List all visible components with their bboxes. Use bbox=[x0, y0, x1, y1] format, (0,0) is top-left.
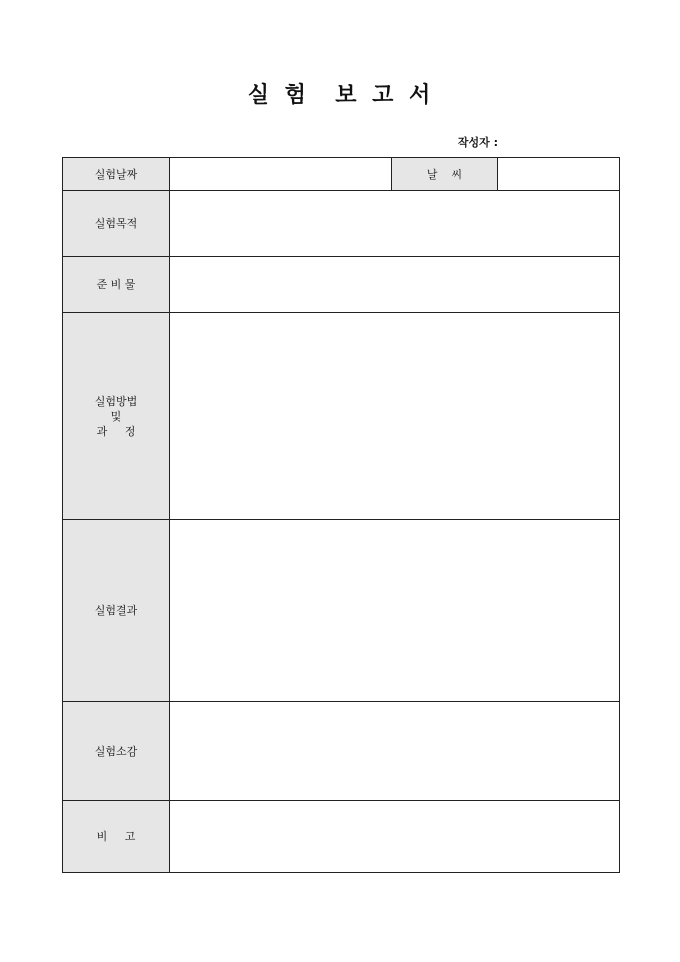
row-impression bbox=[63, 702, 620, 801]
materials-label: 준 비 물 bbox=[63, 257, 170, 313]
notes-field[interactable] bbox=[170, 801, 620, 873]
date-field[interactable] bbox=[170, 158, 392, 191]
method-label-line-3: 과 정 bbox=[96, 424, 136, 438]
notes-label: 비 고 bbox=[63, 801, 170, 873]
weather-label: 날 씨 bbox=[392, 158, 498, 191]
author-label: 작성자 : bbox=[457, 136, 498, 149]
purpose-field[interactable] bbox=[170, 191, 620, 257]
row-purpose bbox=[63, 191, 620, 257]
impression-label: 실험소감 bbox=[63, 702, 170, 801]
result-field[interactable] bbox=[170, 520, 620, 702]
row-notes bbox=[63, 801, 620, 873]
weather-field[interactable] bbox=[498, 158, 620, 191]
date-label: 실험날짜 bbox=[63, 158, 170, 191]
result-label: 실험결과 bbox=[63, 520, 170, 702]
method-field[interactable] bbox=[170, 313, 620, 520]
method-label-line-1: 실험방법 bbox=[94, 394, 138, 408]
materials-field[interactable] bbox=[170, 257, 620, 313]
row-date bbox=[63, 158, 620, 191]
purpose-label: 실험목적 bbox=[63, 191, 170, 257]
row-method bbox=[63, 313, 620, 520]
impression-field[interactable] bbox=[170, 702, 620, 801]
method-label bbox=[63, 313, 170, 520]
row-result bbox=[63, 520, 620, 702]
report-table bbox=[62, 157, 620, 873]
report-title: 실 험 보 고 서 bbox=[247, 82, 433, 108]
row-materials bbox=[63, 257, 620, 313]
method-label-line-2: 및 bbox=[110, 409, 122, 423]
